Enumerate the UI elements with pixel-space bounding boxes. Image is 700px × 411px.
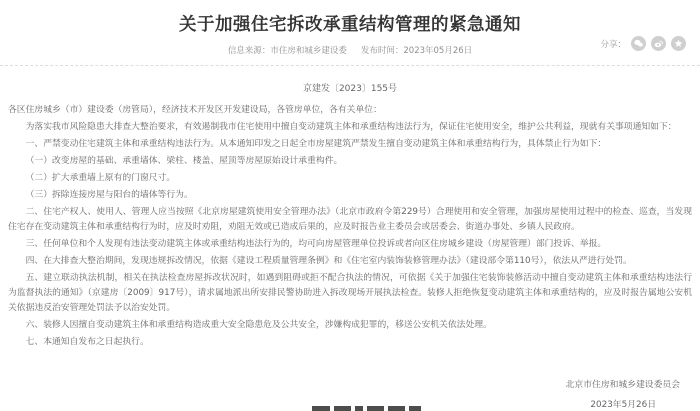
share-label: 分享： [600,39,626,50]
publish-time-label: 发布时间： [360,46,404,56]
section-4-paragraph: 四、在大排查大整治期间，发现违规拆改情况，依据《建设工程质量管理条例》和《住宅室内装饰装修管理办法》（建设部令第110号），依法从严进行处罚。 [25,256,632,266]
section-1-paragraph: 一、严禁变动住宅建筑主体和承重结构违法行为。从本通知印发之日起全市房屋建筑严禁发生擅自变动建筑主体和承重结构行为，具体禁止行为如下： [25,139,607,149]
article-meta [0,44,700,56]
weibo-icon[interactable] [651,36,666,51]
section-3-paragraph: 三、任何单位和个人发现有违法变动建筑主体或承重结构违法行为的，均可向房屋管理单位投诉或者向区住房城乡建设（房屋管理）部门投诉、举报。 [25,239,607,249]
intro-paragraph: 为落实我市风险隐患大排查大整治要求，有效遏制我市住宅使用中擅自变动建筑主体和承重结构违法行为，保证住宅使用安全，维护公共利益，现就有关事项通知如下： [25,122,677,132]
page-title: 关于加强住宅拆改承重结构管理的紧急通知 [179,15,521,35]
notice-body [0,94,700,411]
salutation-paragraph: 各区住房城乡（市）建设委（房管局），经济技术开发区开发建设局，各管房单位，各有关单位： [8,105,382,115]
section-6-paragraph: 六、装修人因擅自变动建筑主体和承重结构造成重大安全隐患危及公共安全，涉嫌构成犯罪的，移送公安机关依法处理。 [25,320,492,330]
publish-time-value: 2023年05月26日 [403,46,473,56]
document-number: 京建发〔2023〕155号 [302,84,398,94]
signature-date: 2023年5月26日 [590,400,656,410]
section-1-item-1: （一）改变房屋的基础、承重墙体、梁柱、楼盖、屋顶等房屋原始设计承重构件。 [25,156,343,166]
article-header [0,0,700,66]
signature-organization: 北京市住房和城乡建设委员会 [565,380,680,390]
section-2-paragraph: 二、住宅产权人、使用人、管理人应当按照《北京房屋建筑使用安全管理办法》（北京市政府令第229号）合理使用和安全管理，加强房屋使用过程中的检查、巡查，当发现住宅存在变动建筑主体和承重结构行为时，应及时劝阻，劝阻无效或已造成后果的，应及时报告业主委员会或居委会、街道办事处、乡镇人民政府。 [8,207,692,232]
favorite-star-icon[interactable] [671,36,686,51]
section-7-paragraph: 七、本通知自发布之日起执行。 [25,337,149,347]
share-bar [600,36,686,51]
wechat-icon[interactable] [631,36,646,51]
section-1-item-3: （三）拆除连接房屋与阳台的墙体等行为。 [25,190,193,200]
source-value: 市住房和城乡建设委 [270,46,347,56]
source-label: 信息来源： [227,46,271,56]
section-1-item-2: （二）扩大承重墙上原有的门窗尺寸。 [25,173,176,183]
section-5-paragraph: 五、建立联动执法机制，相关在执法检查房屋拆改状况时，如遇到阻碍或拒不配合执法的情况，可依据《关于加强住宅装饰装修活动中擅自变动建筑主体和承重结构违法行为监督执法的通知》（京建房〔2009〕917号），请求属地派出所安排民警协助进入拆改现场开展执法检查。装修人拒绝恢复变动建筑主体和承重结构的，应及时报告属地公安机关依据违反治安管理处罚法予以治安处罚。 [8,273,692,313]
bottom-cutoff-artifact [312,406,421,411]
